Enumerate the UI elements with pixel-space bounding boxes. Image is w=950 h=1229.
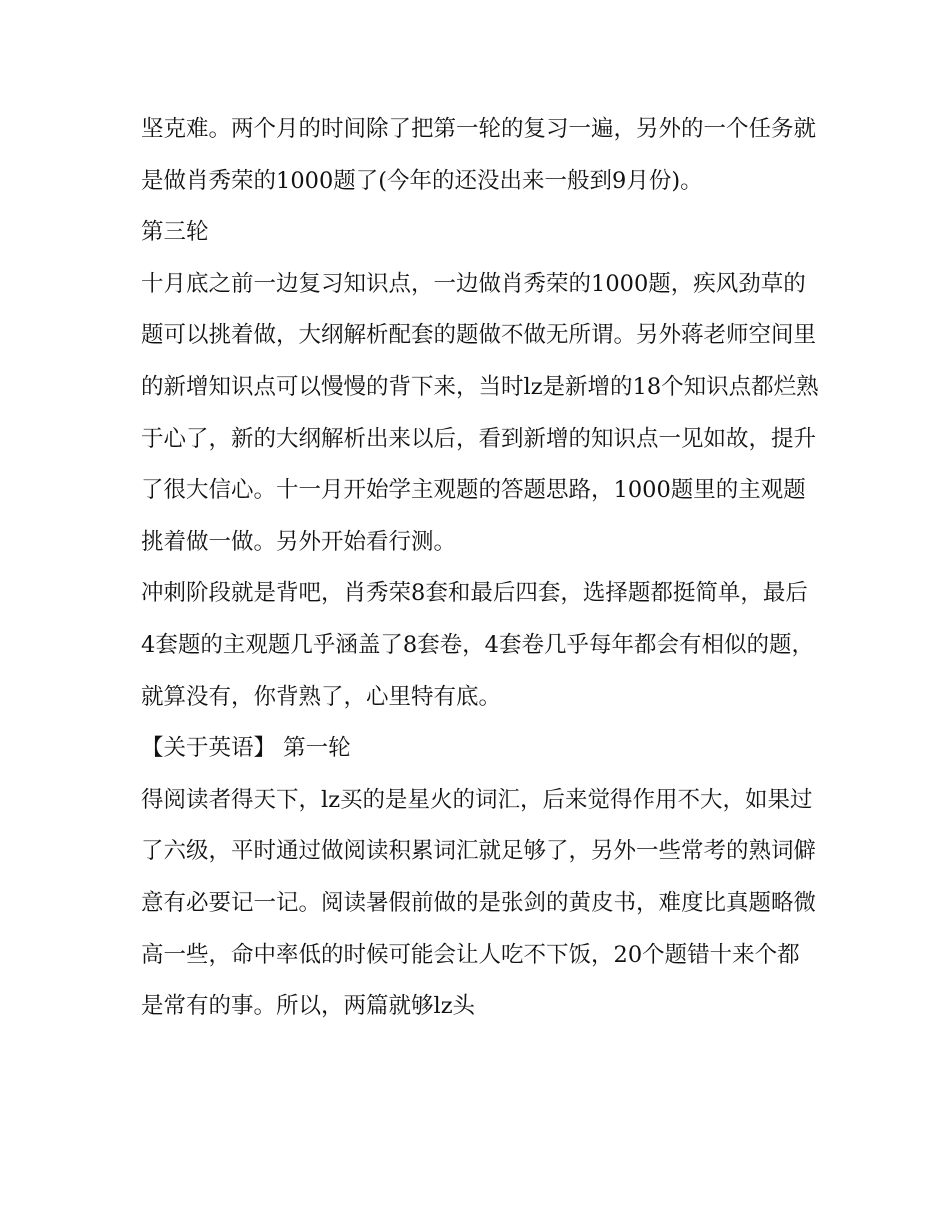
paragraph-english-reading: 得阅读者得天下，lz买的是星火的词汇，后来觉得作用不大，如果过了六级，平时通过做阅读积累词汇就足够了，另外一些常考的熟词僻意有必要记一记。阅读暑假前做的是张剑的黄皮书，难度比真题略微高一些，命中率低的时候可能会让人吃不下饭，20个题错十来个都是常有的事。所以，两篇就够lz头	[141, 786, 817, 1020]
document-body	[141, 104, 821, 1033]
paragraph-round-two-end: 坚克难。两个月的时间除了把第一轮的复习一遍，另外的一个任务就是做肖秀荣的1000题了(今年的还没出来一般到9月份)。	[141, 116, 817, 194]
paragraph-sprint-stage: 冲刺阶段就是背吧，肖秀荣8套和最后四套，选择题都挺简单，最后4套题的主观题几乎涵盖了8套卷，4套卷几乎每年都会有相似的题，就算没有，你背熟了，心里特有底。	[141, 580, 814, 710]
heading-english-round-one: 【关于英语】 第一轮	[141, 735, 351, 762]
heading-round-three: 第三轮	[141, 219, 209, 246]
paragraph-round-three: 十月底之前一边复习知识点，一边做肖秀荣的1000题，疾风劲草的题可以挑着做，大纲解析配套的题做不做无所谓。另外蒋老师空间里的新增知识点可以慢慢的背下来，当时lz是新增的18个知识点都烂熟于心了，新的大纲解析出来以后，看到新增的知识点一见如故，提升了很大信心。十一月开始学主观题的答题思路，1000题里的主观题挑着做一做。另外开始看行测。	[141, 270, 819, 555]
